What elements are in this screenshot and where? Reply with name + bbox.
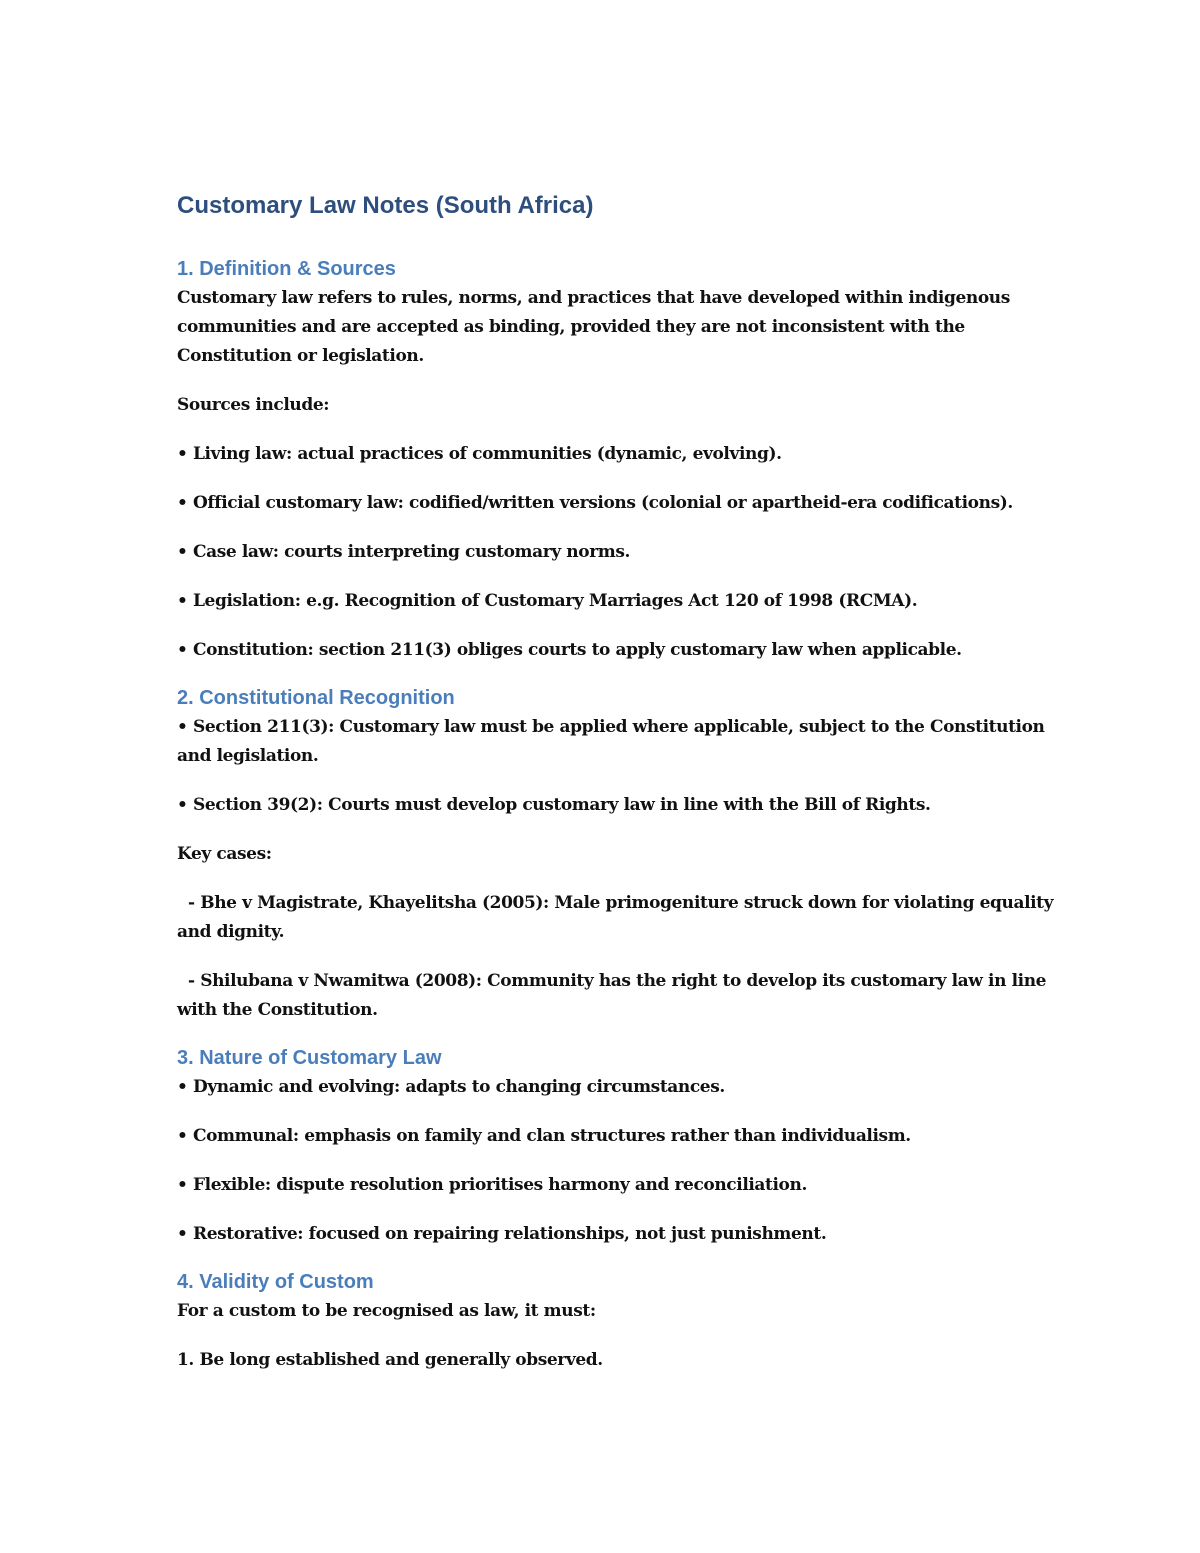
section-constitutional-recognition	[177, 683, 1057, 1025]
paragraph: Key cases:	[177, 844, 272, 864]
section-heading: 4. Validity of Custom	[177, 1271, 374, 1293]
list-item: • Case law: courts interpreting customary norms.	[177, 542, 631, 562]
section-heading: 2. Constitutional Recognition	[177, 687, 455, 709]
list-item: • Living law: actual practices of communities (dynamic, evolving).	[177, 444, 782, 464]
list-item: • Restorative: focused on repairing relationships, not just punishment.	[177, 1224, 827, 1244]
list-item: • Constitution: section 211(3) obliges courts to apply customary law when applicable.	[177, 640, 962, 660]
section-heading: 1. Definition & Sources	[177, 258, 396, 280]
list-item: • Flexible: dispute resolution prioritises harmony and reconciliation.	[177, 1175, 807, 1195]
list-item: • Section 39(2): Courts must develop customary law in line with the Bill of Rights.	[177, 795, 931, 815]
list-item: 1. Be long established and generally observed.	[177, 1350, 603, 1370]
list-item: • Dynamic and evolving: adapts to changing circumstances.	[177, 1077, 725, 1097]
document-title: Customary Law Notes (South Africa)	[177, 192, 594, 219]
paragraph: For a custom to be recognised as law, it must:	[177, 1301, 596, 1321]
section-nature-of-customary-law	[177, 1043, 1057, 1249]
list-item: • Official customary law: codified/written versions (colonial or apartheid-era codifications).	[177, 493, 1013, 513]
case-item: - Shilubana v Nwamitwa (2008): Community has the right to develop its customary law in line with the Constitution.	[177, 971, 1052, 1020]
list-item: • Communal: emphasis on family and clan structures rather than individualism.	[177, 1126, 911, 1146]
section-heading: 3. Nature of Customary Law	[177, 1047, 442, 1069]
list-item: • Legislation: e.g. Recognition of Customary Marriages Act 120 of 1998 (RCMA).	[177, 591, 918, 611]
document-page	[177, 188, 1057, 1395]
paragraph: Customary law refers to rules, norms, and practices that have developed within indigenous communities and are accepted as binding, provided they are not inconsistent with the Constitution or legislation.	[177, 288, 1010, 366]
section-definition-sources	[177, 254, 1057, 665]
paragraph: Sources include:	[177, 395, 330, 415]
section-validity-of-custom	[177, 1267, 1057, 1375]
case-item: - Bhe v Magistrate, Khayelitsha (2005): Male primogeniture struck down for violating equality and dignity.	[177, 893, 1059, 942]
list-item: • Section 211(3): Customary law must be applied where applicable, subject to the Constitution and legislation.	[177, 717, 1045, 766]
